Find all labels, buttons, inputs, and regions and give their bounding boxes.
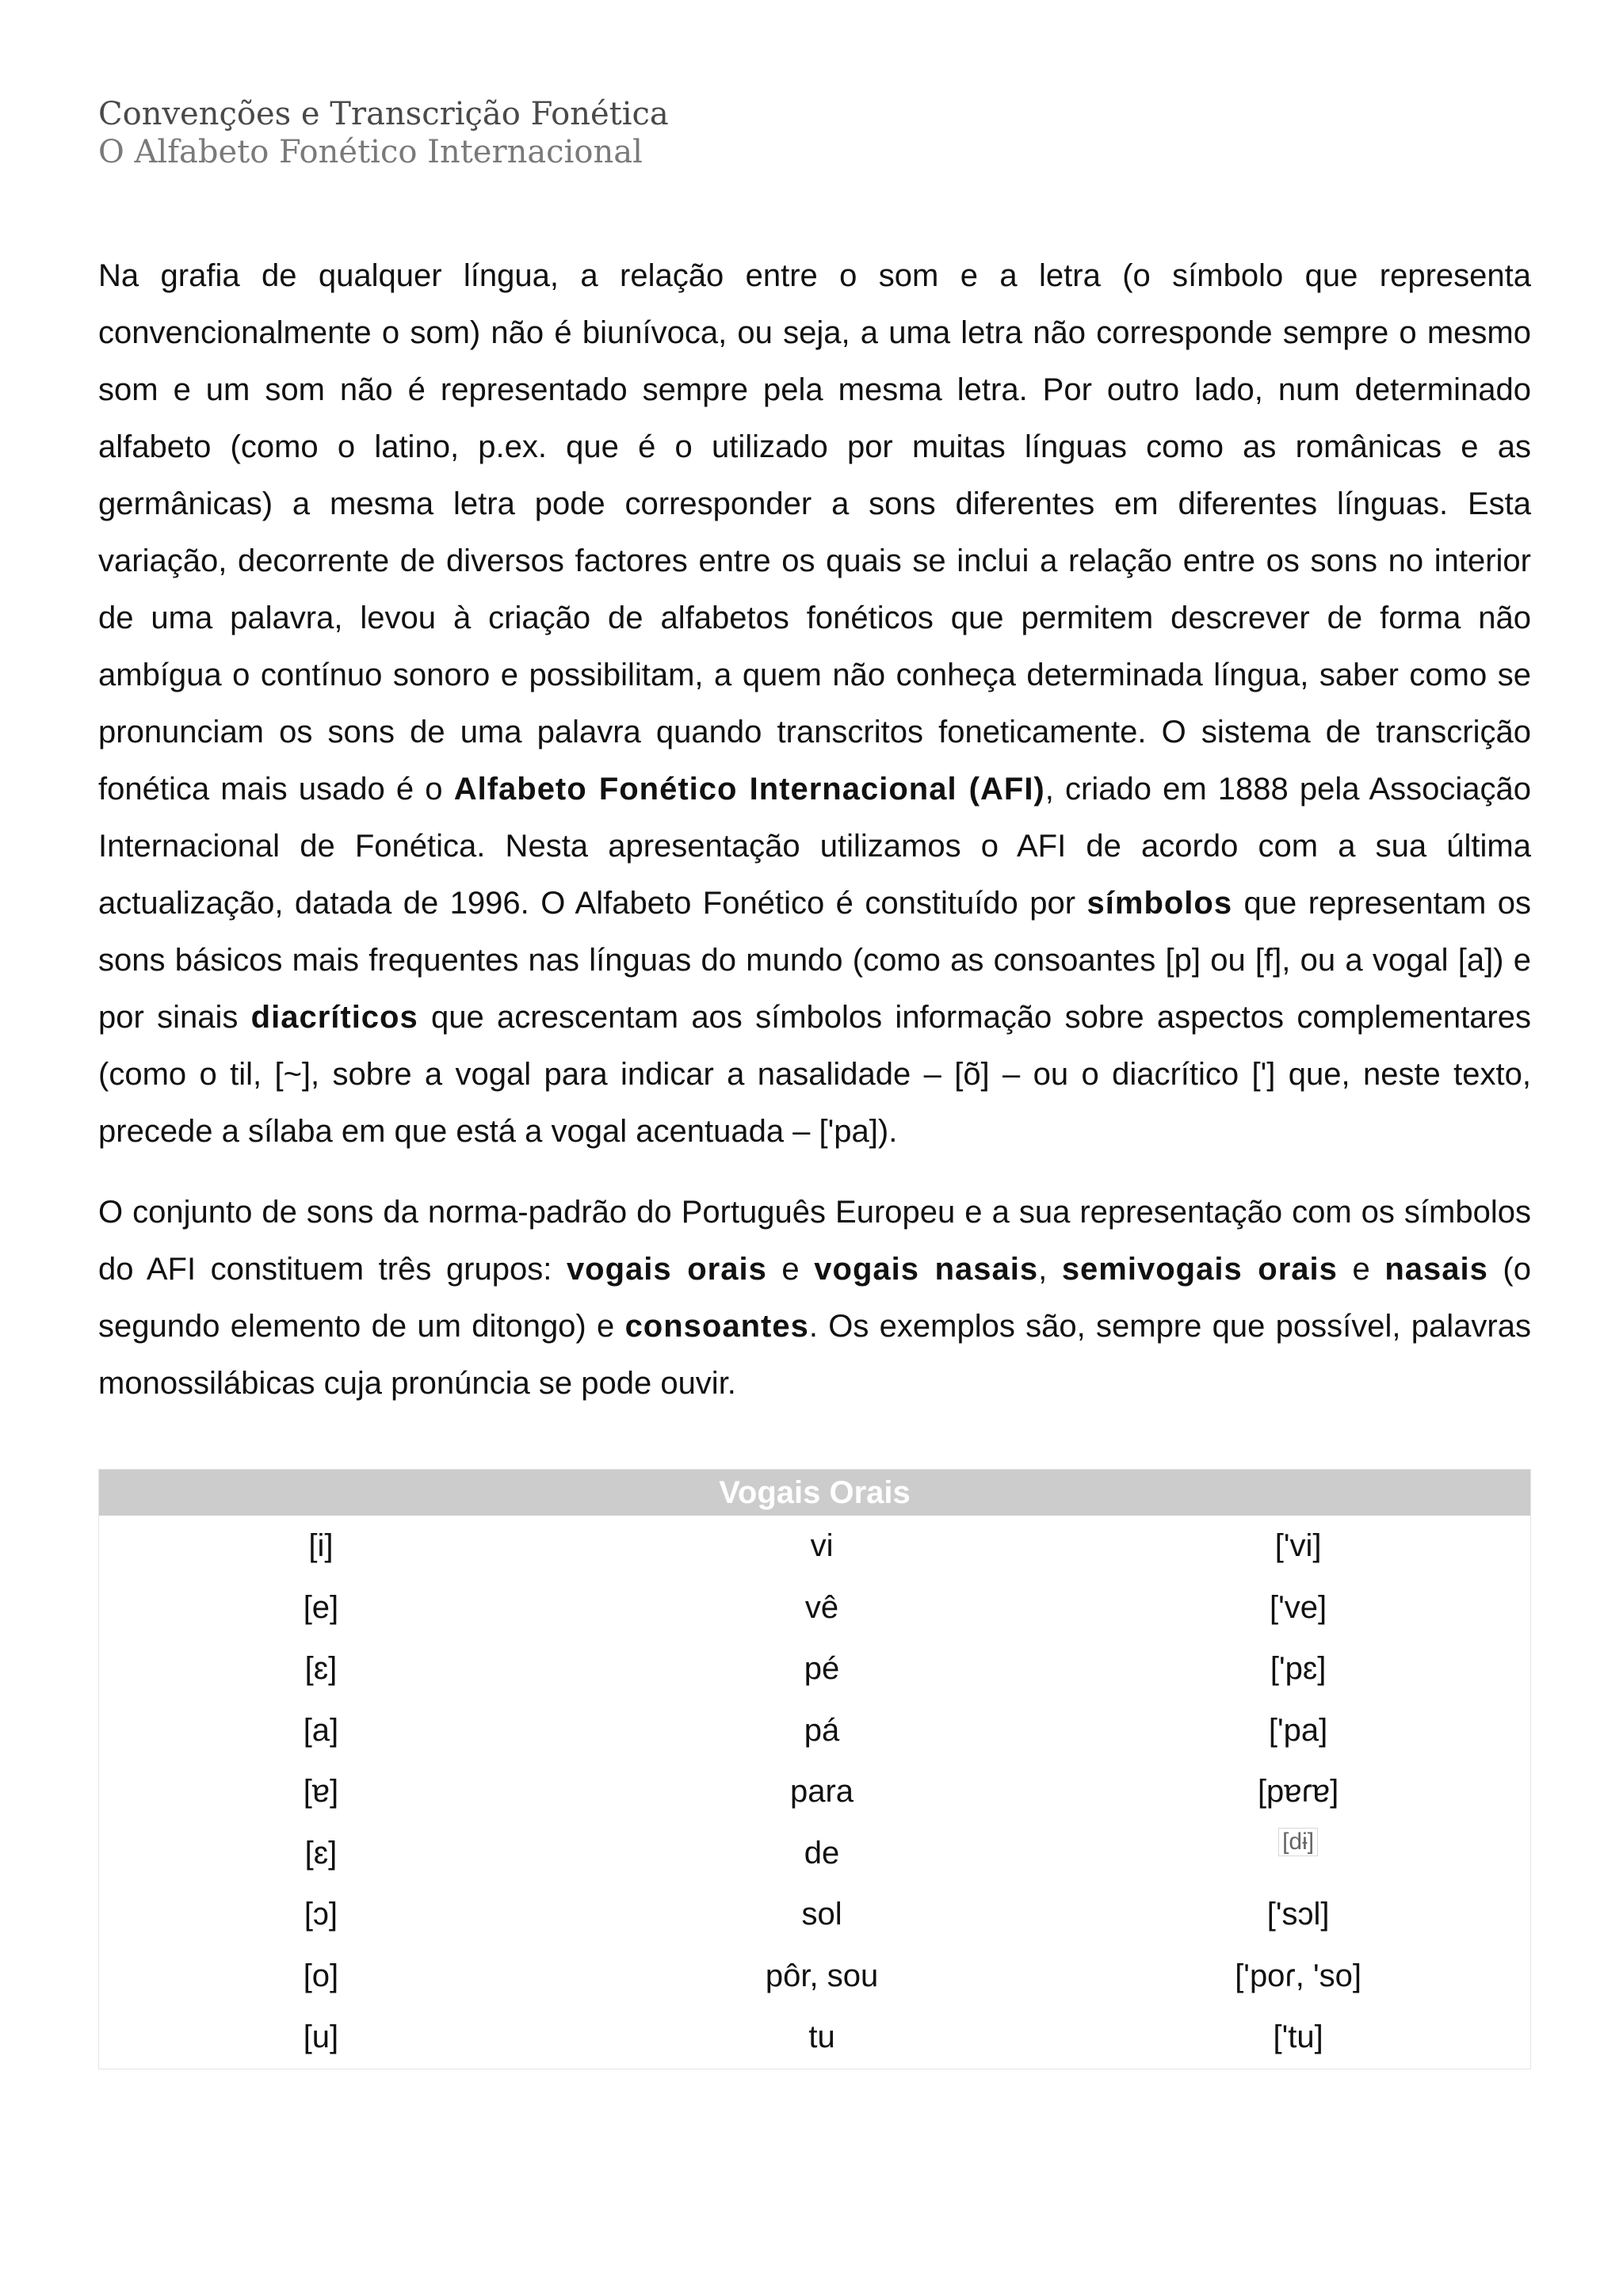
bold-term: diacríticos <box>250 1000 418 1035</box>
table-header-row <box>99 1470 1531 1516</box>
transcription-cell: ['vi] <box>1274 1528 1322 1564</box>
transcription-image: [dɨ] <box>1278 1828 1318 1856</box>
table-row <box>99 1700 1531 1762</box>
example-word-cell: pé <box>804 1651 840 1687</box>
text-run: Na grafia de qualquer língua, a relação entre o som e a letra (o símbolo que representa convencionalmente o som) não é biunívoca, ou seja, a uma letra não corresponde sempre o mesmo som e um som não é representado sempre pela mesma letra. Por outro lado, num determinado alfabeto (como o latino, p.ex. que é o utilizado por muitas línguas como as românicas e as germânicas) a mesma letra pode corresponder a sons diferentes em diferentes línguas. Esta variação, decorrente de diversos factores entre os quais se inclui a relação entre os sons no interior de uma palavra, levou à criação de alfabetos fonéticos que permitem descrever de forma não ambígua o contínuo sonoro e possibilitam, a quem não conheça determinada língua, saber como se pronunciam os sons de uma palavra quando transcritos foneticamente. O sistema de transcrição fonética mais usado é o <box>98 258 1531 807</box>
example-word-cell: vi <box>810 1528 834 1564</box>
example-word-cell: vê <box>804 1589 839 1625</box>
vowel-symbol-cell: [i] <box>308 1528 334 1564</box>
text-run: (o segundo elemento de um ditongo) e <box>98 1252 1531 1344</box>
table-row <box>99 1516 1531 1577</box>
table-title: Vogais Orais <box>99 1470 1531 1516</box>
table-body <box>99 1516 1531 2069</box>
example-word-cell: pôr, sou <box>765 1958 879 1993</box>
table-row <box>99 2007 1531 2069</box>
bold-term: semivogais orais <box>1061 1252 1338 1287</box>
transcription-cell: ['sɔl] <box>1266 1897 1330 1932</box>
example-word-cell: pá <box>804 1712 840 1748</box>
text-run: O conjunto de sons da norma-padrão do Português Europeu e a sua representação com os símbolos do AFI constituem três grupos: <box>98 1195 1531 1287</box>
transcription-cell: ['ve] <box>1270 1589 1327 1625</box>
document-header <box>98 95 1531 171</box>
table-row <box>99 1823 1531 1885</box>
bold-term: nasais <box>1384 1252 1488 1287</box>
intro-paragraph-2 <box>98 1184 1531 1412</box>
transcription-cell: ['tu] <box>1273 2019 1323 2055</box>
document-title: Convenções e Transcrição Fonética <box>98 96 669 132</box>
vowel-symbol-cell: [ɐ] <box>303 1774 339 1810</box>
text-run: , criado em 1888 pela Associação Internacional de Fonética. Nesta apresentação utilizamos o AFI de acordo com a sua última actualização, datada de 1996. O Alfabeto Fonético é constituído por <box>98 772 1531 921</box>
table-row <box>99 1884 1531 1946</box>
text-run: e <box>766 1252 815 1287</box>
table-row <box>99 1946 1531 2008</box>
bold-term: símbolos <box>1086 886 1233 921</box>
document-page <box>98 95 1531 2069</box>
vowel-symbol-cell: [e] <box>303 1589 339 1625</box>
bold-term: Alfabeto Fonético Internacional (AFI) <box>453 772 1045 807</box>
transcription-cell: [pɐɾɐ] <box>1257 1774 1339 1810</box>
bold-term: consoantes <box>624 1309 809 1344</box>
vowel-symbol-cell: [ɛ] <box>304 1651 338 1687</box>
transcription-cell: ['poɾ, 'so] <box>1235 1958 1361 1993</box>
example-word-cell: tu <box>808 2019 835 2055</box>
example-word-cell: de <box>804 1835 840 1871</box>
vowel-symbol-cell: [o] <box>303 1958 339 1993</box>
transcription-cell: ['pa] <box>1268 1712 1328 1748</box>
text-run: que acrescentam aos símbolos informação sobre aspectos complementares (como o til, [~], sobre a vogal para indicar a nasalidade – [õ] – ou o diacrítico ['] que, neste texto, precede a sílaba em que está a vogal acentuada – ['pa]). <box>98 1000 1531 1149</box>
text-run: , <box>1038 1252 1062 1287</box>
document-subtitle: O Alfabeto Fonético Internacional <box>98 134 643 170</box>
text-run: e <box>1337 1252 1385 1287</box>
transcription-cell: ['pɛ] <box>1270 1651 1327 1687</box>
text-run: que representam os sons básicos mais frequentes nas línguas do mundo (como as consoantes [p] ou [f], ou a vogal [a]) e por sinais <box>98 886 1531 1035</box>
table-row <box>99 1638 1531 1700</box>
table-row <box>99 1761 1531 1823</box>
vowel-symbol-cell: [a] <box>303 1712 339 1748</box>
example-word-cell: para <box>789 1774 854 1810</box>
bold-term: vogais orais <box>566 1252 767 1287</box>
vowel-symbol-cell: [ɔ] <box>304 1897 338 1932</box>
transcription-cell <box>1058 1823 1530 1885</box>
bold-term: vogais nasais <box>814 1252 1039 1287</box>
oral-vowels-table <box>98 1469 1531 2069</box>
table-row <box>99 1577 1531 1639</box>
vowel-symbol-cell: [ɛ] <box>304 1835 338 1871</box>
text-run: . Os exemplos são, sempre que possível, palavras monossilábicas cuja pronúncia se pode ouvir. <box>98 1309 1531 1401</box>
example-word-cell: sol <box>801 1897 842 1932</box>
intro-paragraph-1 <box>98 247 1531 1160</box>
vowel-symbol-cell: [u] <box>303 2019 339 2055</box>
